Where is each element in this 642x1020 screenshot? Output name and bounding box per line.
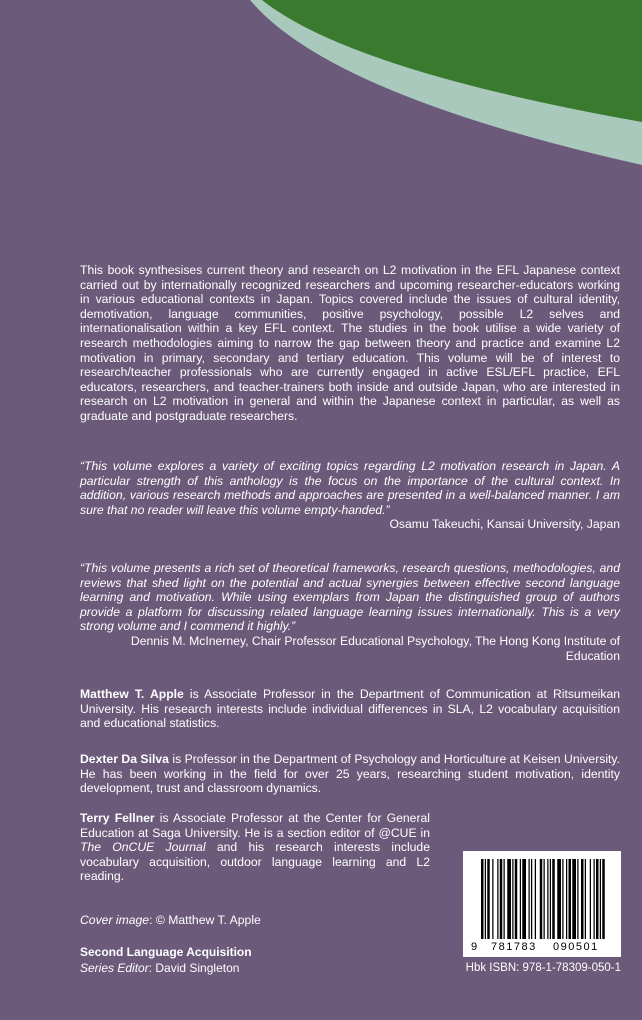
barcode-bar	[569, 859, 572, 939]
series-editor-label: Series Editor	[80, 961, 149, 975]
bio-fellner	[80, 811, 430, 884]
bio-text: is Professor in the Department of Psychology and Horticulture at Keisen University. He has been working in the field for over 25 years, researching student motivation, identity development, trust and classroom dynamics.	[80, 752, 621, 796]
isbn: Hbk ISBN: 978-1-78309-050-1	[465, 962, 621, 974]
barcode-bar	[531, 859, 532, 939]
barcode-bar	[557, 859, 561, 939]
cover-image-credit-text: : © Matthew T. Apple	[149, 913, 261, 927]
endorsement-attribution: Osamu Takeuchi, Kansai University, Japan	[389, 517, 620, 532]
book-description: This book synthesises current theory and research on L2 motivation in the EFL Japanese context carried out by internationally recognized researchers and upcoming researcher-educators working in various educational contexts in Japan. Topics covered include the issues of cultural identity, demotivation, language communities, positive psychology, possible L2 selves and internationalisation within a key EFL context. The studies in the book utilise a wide variety of research methodologies aiming to narrow the gap between theory and practice and examine L2 motivation in primary, secondary and tertiary education. This volume will be of interest to research/teacher professionals who are currently engaged in active ESL/EFL practice, EFL educators, researchers, and teacher-trainers both inside and outside Japan, who are interested in research on L2 motivation in general and within the Japanese context in particular, as well as graduate and postgraduate researchers.	[80, 263, 620, 423]
endorsement-quote: “This volume presents a rich set of theoretical frameworks, research questions, methodologies, and reviews that shed light on the potential and actual synergies between effective second language learning and motivation. While using exemplars from Japan the distinguished group of authors provide a platform for discussing related language learning issues internationally. This is a very strong volume and I commend it highly.”	[80, 561, 620, 634]
author-name: Dexter Da Silva	[80, 752, 169, 766]
barcode-bar	[507, 859, 511, 939]
barcode-bar	[535, 859, 536, 939]
barcode	[463, 851, 621, 957]
barcode-bar	[581, 859, 584, 939]
endorsement-mcinerney	[80, 561, 620, 663]
barcode-digits-group1: 781783	[491, 941, 537, 953]
barcode-bar	[602, 859, 605, 939]
barcode-bar	[492, 859, 493, 939]
barcode-bar	[504, 859, 505, 939]
barcode-bar	[596, 859, 599, 939]
bio-text: and his research interests include vocabulary acquisition, outdoor language learning and L2 reading.	[80, 840, 430, 884]
barcode-bar	[497, 859, 498, 939]
barcode-bar	[529, 859, 530, 939]
barcode-bar	[550, 859, 551, 939]
bio-text: is Associate Professor in the Department of Communication at Ritsumeikan University. His research interests include individual differences in SLA, L2 vocabulary acquisition and educational statistics.	[80, 687, 620, 731]
series-info	[80, 944, 252, 976]
barcode-bar	[566, 859, 567, 939]
barcode-bar	[520, 859, 521, 939]
decorative-arc-graphic	[0, 0, 642, 200]
barcode-bar	[594, 859, 595, 939]
cover-image-label: Cover image	[80, 913, 150, 927]
barcode-bar	[547, 859, 548, 939]
author-name: Terry Fellner	[80, 811, 155, 825]
barcode-bar	[544, 859, 545, 939]
bio-dasilva	[80, 752, 620, 796]
barcode-bar	[515, 859, 518, 939]
barcode-digit-left: 9	[471, 941, 478, 953]
barcode-bar	[572, 859, 576, 939]
bio-text: is Associate Professor at the Center for General Education at Saga University. He is a section editor of @CUE in	[80, 811, 430, 840]
cover-image-credit	[80, 913, 261, 927]
endorsement-quote: “This volume explores a variety of exciting topics regarding L2 motivation research in Japan. A particular strength of this anthology is the focus on the importance of the cultural context. In addition, various research methods and approaches are presented in a well-balanced manner. I am sure that no reader will leave this volume empty-handed.”	[80, 459, 620, 517]
bio-apple	[80, 687, 620, 731]
series-title: Second Language Acquisition	[80, 945, 252, 959]
barcode-bar	[500, 859, 503, 939]
barcode-bar	[487, 859, 490, 939]
author-name: Matthew T. Apple	[80, 687, 184, 701]
series-editor	[80, 960, 252, 976]
barcode-bar	[552, 859, 555, 939]
barcode-bar	[562, 859, 563, 939]
barcode-bar	[590, 859, 591, 939]
barcode-bar	[512, 859, 513, 939]
endorsement-takeuchi	[80, 459, 620, 532]
barcode-bar	[485, 859, 486, 939]
barcode-bar	[481, 859, 484, 939]
series-editor-name: : David Singleton	[148, 961, 240, 975]
barcode-bar	[540, 859, 543, 939]
barcode-bar	[577, 859, 578, 939]
barcode-bar	[585, 859, 586, 939]
barcode-bar	[600, 859, 601, 939]
barcode-digits-group2: 090501	[553, 941, 599, 953]
barcode-bars	[481, 859, 605, 939]
endorsement-attribution: Dennis M. McInerney, Chair Professor Educational Psychology, The Hong Kong Institute of Education	[130, 633, 620, 663]
barcode-bar	[522, 859, 526, 939]
journal-title: The OnCUE Journal	[80, 840, 206, 855]
